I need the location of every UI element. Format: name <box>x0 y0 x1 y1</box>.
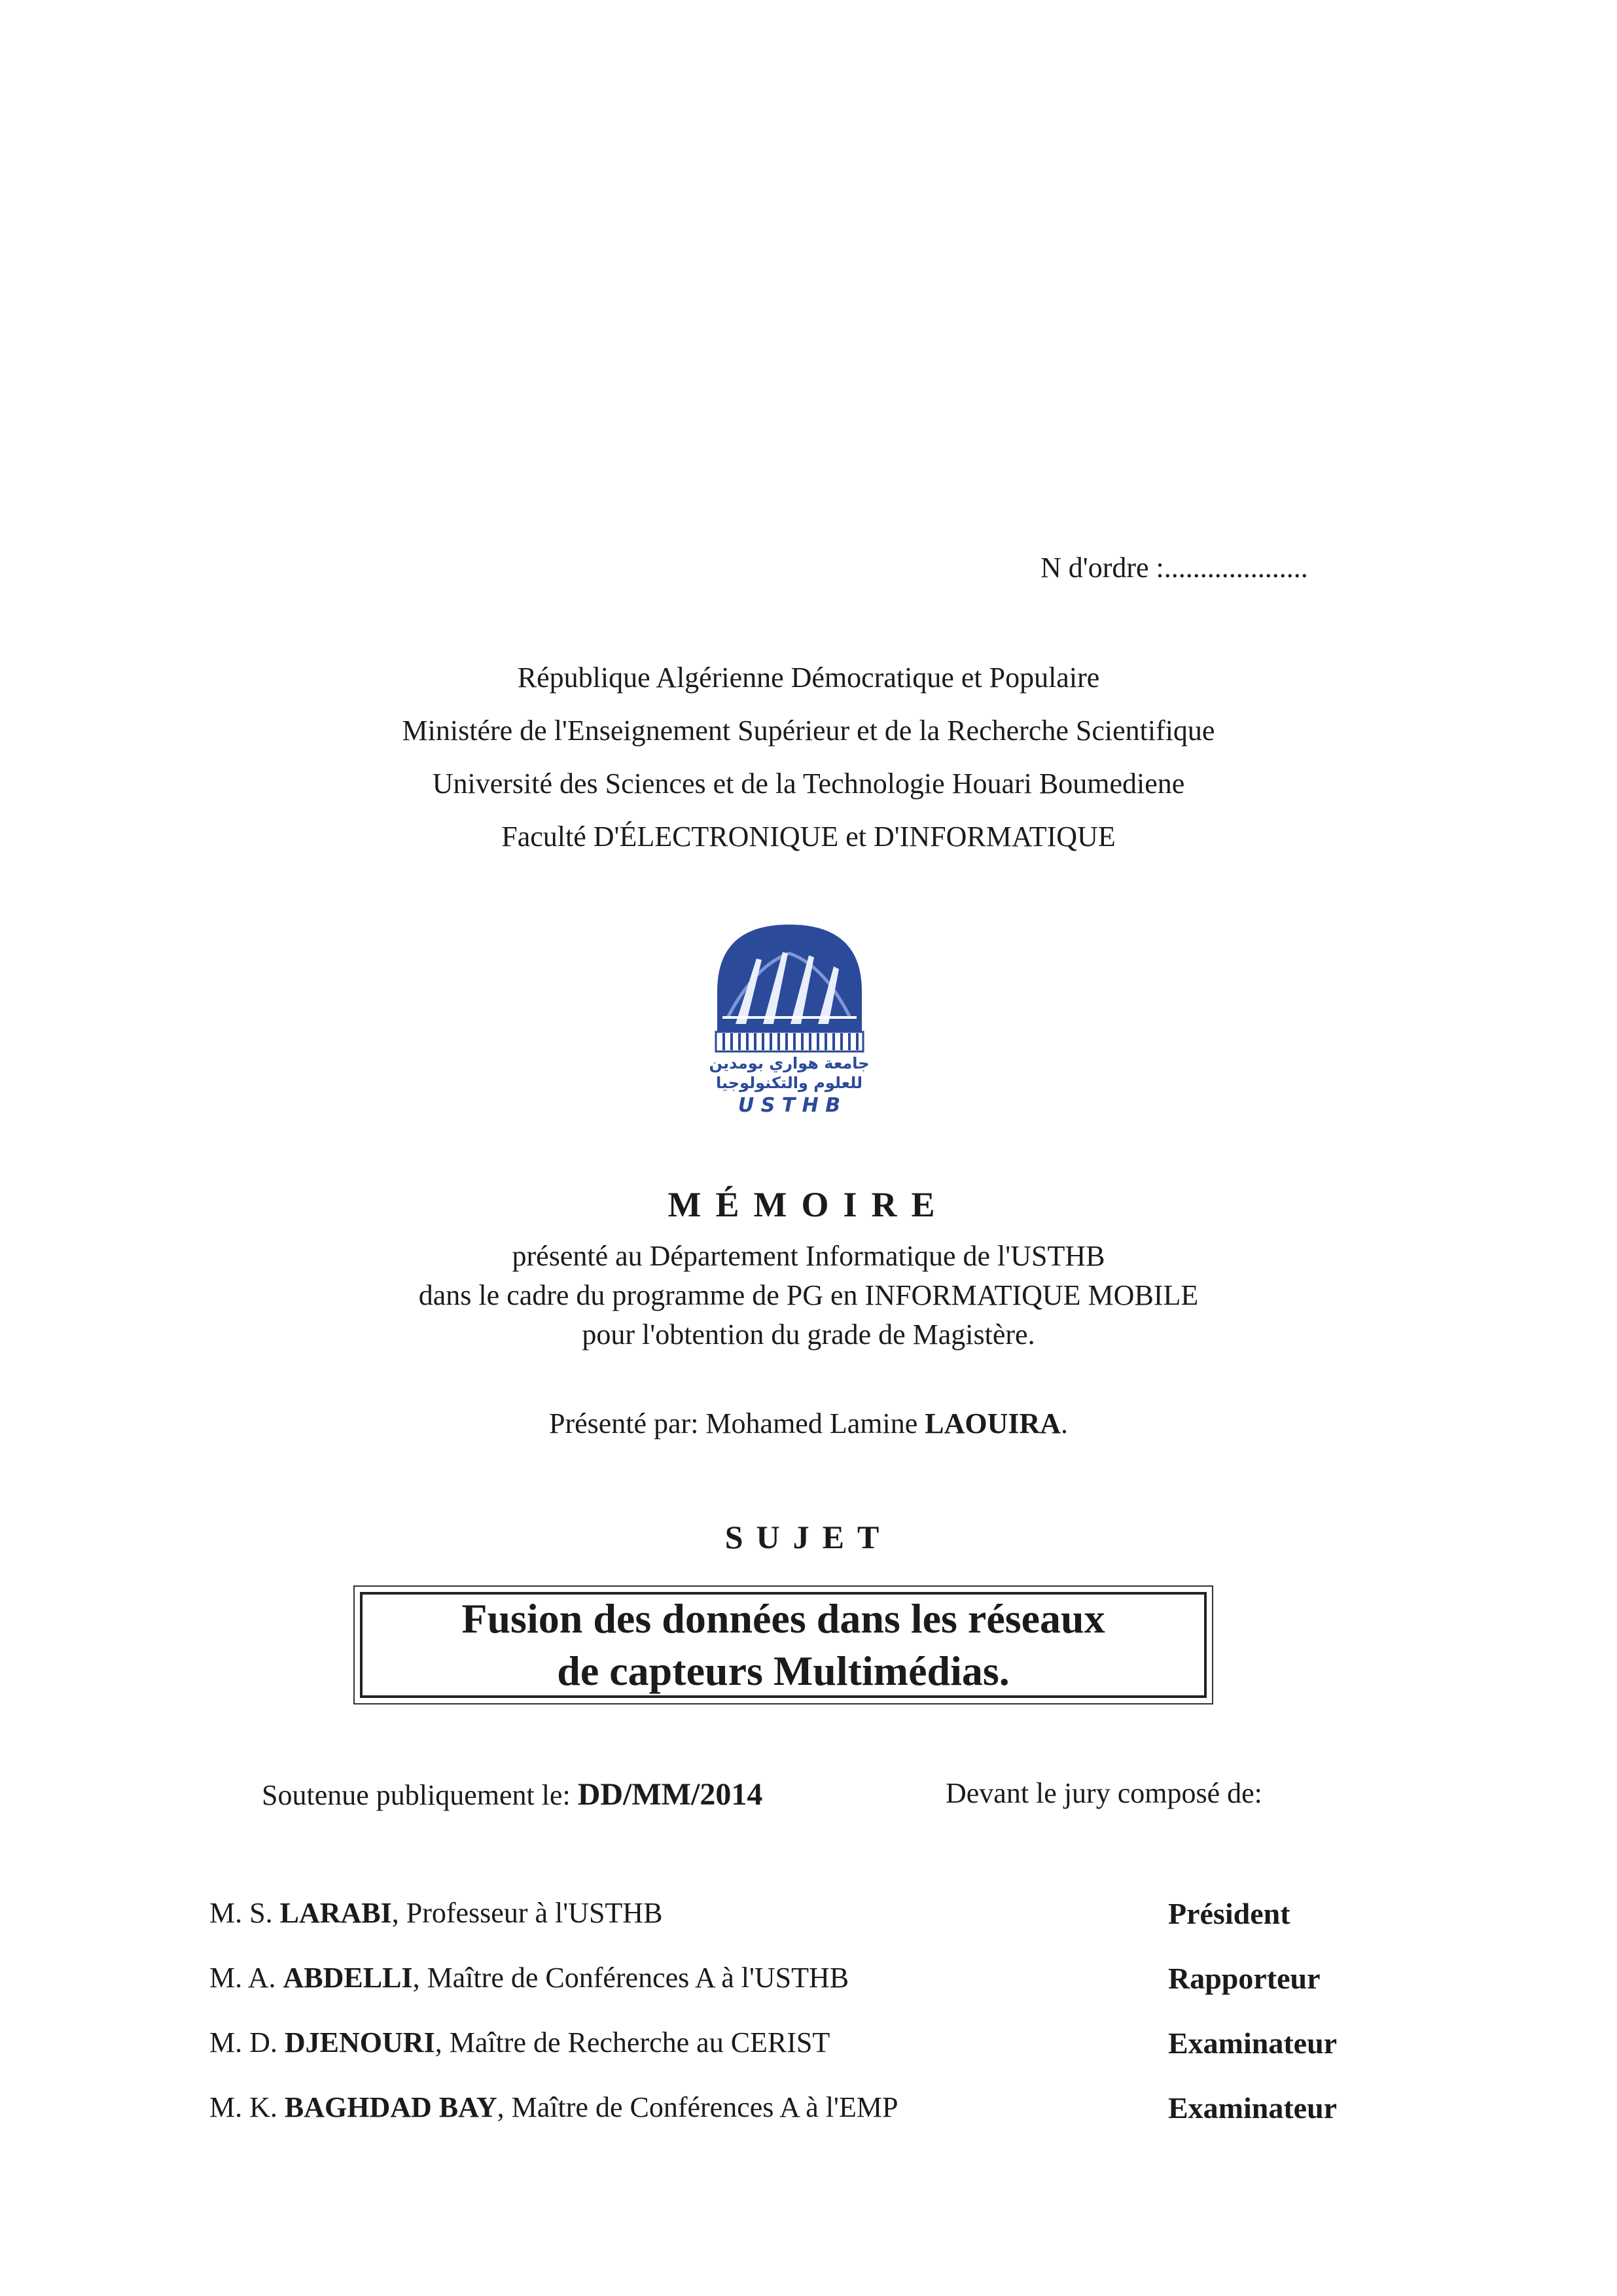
context-line-department: présenté au Département Informatique de l'USTHB <box>512 1240 1105 1272</box>
jury-member-role: Examinateur <box>1168 2026 1338 2060</box>
usthb-logo <box>709 919 870 1119</box>
author-prefix: Présenté par: Mohamed Lamine <box>548 1407 925 1439</box>
jury-member-prefix: M. S. <box>209 1897 280 1929</box>
logo-arabic-line1: جامعة هواري بومدين <box>709 1054 870 1072</box>
institution-line-ministry: Ministére de l'Enseignement Supérieur et de la Recherche Scientifique <box>402 715 1215 747</box>
defense-date-value: DD/MM/2014 <box>577 1777 763 1812</box>
context-line-program: dans le cadre du programme de PG en INFORMATIQUE MOBILE <box>418 1279 1199 1311</box>
document-context <box>0 1237 1617 1354</box>
jury-member-identity <box>209 1961 849 1994</box>
thesis-title-box <box>353 1585 1213 1704</box>
context-line-degree: pour l'obtention du grade de Magistère. <box>582 1318 1035 1351</box>
jury-member-prefix: M. K. <box>209 2091 285 2123</box>
jury-member-affiliation: , Maître de Recherche au CERIST <box>435 2026 830 2058</box>
author-suffix: . <box>1061 1407 1069 1439</box>
defense-date-label: Soutenue publiquement le: <box>262 1779 578 1811</box>
logo-latin-text: U S T H B <box>737 1094 841 1117</box>
defense-date <box>262 1776 762 1812</box>
jury-member-name: ABDELLI <box>283 1962 413 1994</box>
jury-member-affiliation: , Maître de Conférences A à l'EMP <box>497 2091 898 2123</box>
jury-member-identity <box>209 2026 830 2059</box>
thesis-title-line1: Fusion des données dans les réseaux <box>461 1595 1105 1642</box>
jury-member-role: Rapporteur <box>1168 1962 1321 1995</box>
institution-line-faculty: Faculté D'ÉLECTRONIQUE et D'INFORMATIQUE <box>501 821 1116 853</box>
jury-member-role: Président <box>1168 1897 1290 1930</box>
logo-arabic-line2: للعلوم والتكنولوجيا <box>715 1074 863 1092</box>
jury-member-name: BAGHDAD BAY <box>284 2091 497 2123</box>
subject-label: SUJET <box>724 1519 893 1555</box>
jury-member-affiliation: , Professeur à l'USTHB <box>391 1897 663 1929</box>
jury-member-affiliation: , Maître de Conférences A à l'USTHB <box>412 1962 849 1994</box>
institution-line-university: Université des Sciences et de la Technologie Houari Boumediene <box>432 768 1185 800</box>
jury-member-prefix: M. A. <box>209 1962 283 1994</box>
thesis-title-line2: de capteurs Multimédias. <box>557 1648 1010 1694</box>
jury-member-identity <box>209 2091 898 2124</box>
jury-member-prefix: M. D. <box>209 2026 285 2058</box>
jury-member-identity <box>209 1896 662 1930</box>
jury-member-name: LARABI <box>279 1897 392 1929</box>
document-type-label: MÉMOIRE <box>667 1185 950 1224</box>
order-number: N d'ordre :.................... <box>1040 552 1308 584</box>
institution-line-republic: République Algérienne Démocratique et Populaire <box>517 662 1100 694</box>
author-lastname: LAOUIRA <box>925 1407 1061 1439</box>
jury-member-role: Examinateur <box>1168 2091 1338 2125</box>
jury-intro: Devant le jury composé de: <box>946 1777 1262 1809</box>
author-line <box>0 1407 1617 1440</box>
usthb-logo-emblem-icon <box>709 919 870 1119</box>
jury-member-name: DJENOURI <box>284 2026 435 2058</box>
